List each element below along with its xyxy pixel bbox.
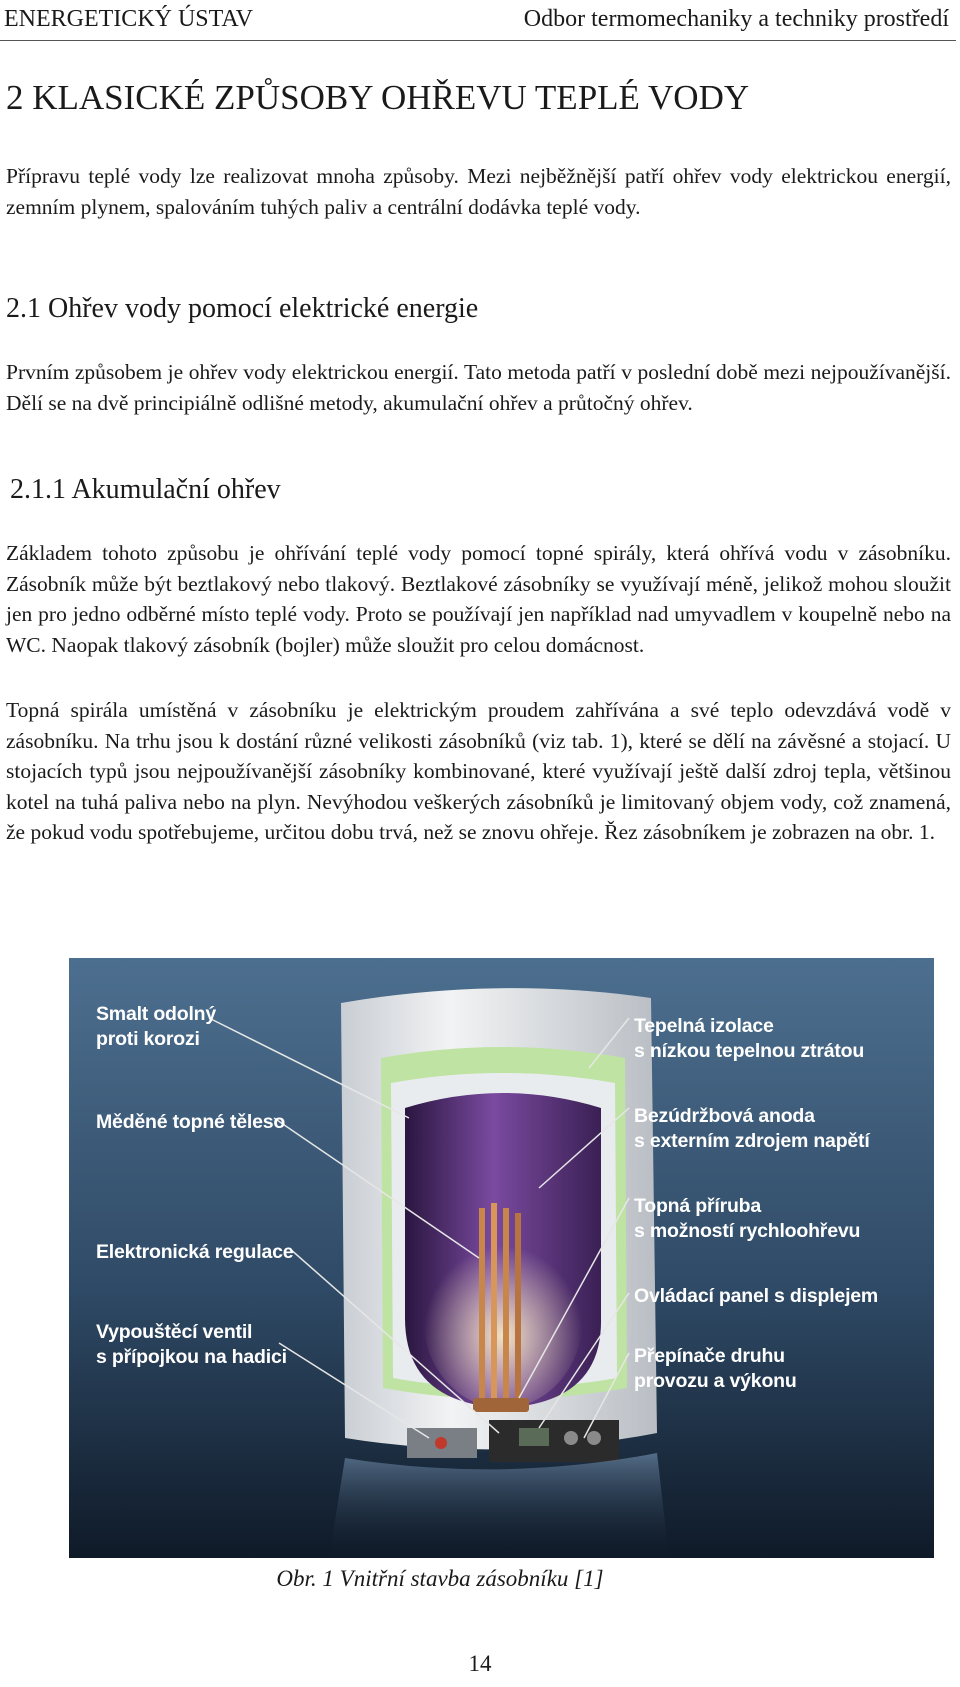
figure-label-mode-switches: Přepínače druhu provozu a výkonu bbox=[634, 1345, 797, 1392]
header-department: Odbor termomechaniky a techniky prostředí bbox=[523, 6, 949, 32]
page-number: 14 bbox=[468, 1651, 492, 1676]
figure-label-control-panel: Ovládací panel s displejem bbox=[634, 1285, 879, 1307]
section-paragraph: Prvním způsobem je ohřev vody elektrickou energií. Tato metoda patří v poslední době mezi nejpoužívanější. Dělí se na dvě principiálně odlišné metody, akumulační ohřev a průtočný ohřev. bbox=[6, 360, 951, 415]
figure-label-anode: Bezúdržbová anoda s externím zdrojem napětí bbox=[634, 1105, 870, 1152]
figure-label-electronic-regulation: Elektronická regulace bbox=[96, 1241, 294, 1263]
running-header bbox=[0, 6, 953, 36]
subsection-paragraph-2: Topná spirála umístěná v zásobníku je elektrickým proudem zahřívána a své teplo odevzdává vodě v zásobníku. Na trhu jsou k dostání různé velikosti zásobníků (viz tab. 1), které se dělí na závěsné a stojací. U stojacích typů jsou nejpoužívanější zásobníky kombinované, které využívají ještě další zdroj tepla, většinou kotel na tuhá paliva nebo na plyn. Nevýhodou veškerých zásobníků je limitovaný objem vody, což znamená, že pokud vodu spotřebujeme, určitou dobu trvá, než se znovu ohřeje. Řez zásobníkem je zobrazen na obr. 1. bbox=[6, 698, 951, 844]
subsection-title: 2.1.1 Akumulační ohřev bbox=[10, 474, 281, 505]
control-knob bbox=[587, 1431, 601, 1445]
chapter-title: 2 KLASICKÉ ZPŮSOBY OHŘEVU TEPLÉ VODY bbox=[6, 78, 750, 117]
display bbox=[519, 1428, 549, 1446]
boiler-cutaway-figure bbox=[69, 958, 934, 1558]
control-knob bbox=[564, 1431, 578, 1445]
figure-caption: Obr. 1 Vnitřní stavba zásobníku [1] bbox=[276, 1566, 604, 1591]
figure-label-insulation: Tepelná izolace s nízkou tepelnou ztrátou bbox=[634, 1015, 865, 1062]
figure-label-heating-flange: Topná příruba s možností rychloohřevu bbox=[634, 1195, 861, 1242]
chapter-intro-paragraph: Přípravu teplé vody lze realizovat mnoha způsoby. Mezi nejběžnější patří ohřev vody elektrickou energií, zemním plynem, spalováním tuhých paliv a centrální dodávka teplé vody. bbox=[6, 164, 951, 219]
header-divider bbox=[0, 40, 956, 41]
drain-valve bbox=[435, 1437, 447, 1449]
figure-label-enamel: Smalt odolný proti korozi bbox=[96, 1003, 217, 1050]
header-institute: ENERGETICKÝ ÚSTAV bbox=[4, 6, 253, 32]
figure-label-drain-valve: Vypouštěcí ventil s přípojkou na hadici bbox=[96, 1321, 287, 1368]
section-title: 2.1 Ohřev vody pomocí elektrické energie bbox=[6, 293, 479, 324]
subsection-paragraph-1: Základem tohoto způsobu je ohřívání teplé vody pomocí topné spirály, která ohřívá vodu v zásobníku. Zásobník může být beztlakový nebo tlakový. Beztlakové zásobníky se využívají méně, jelikož mohou sloužit jen pro jedno odběrné místo teplé vody. Proto se používají jen například nad umyvadlem v koupelně nebo na WC. Naopak tlakový zásobník (bojler) může sloužit pro celou domácnost. bbox=[6, 541, 951, 657]
figure-label-copper-element: Měděné topné těleso bbox=[96, 1111, 286, 1133]
